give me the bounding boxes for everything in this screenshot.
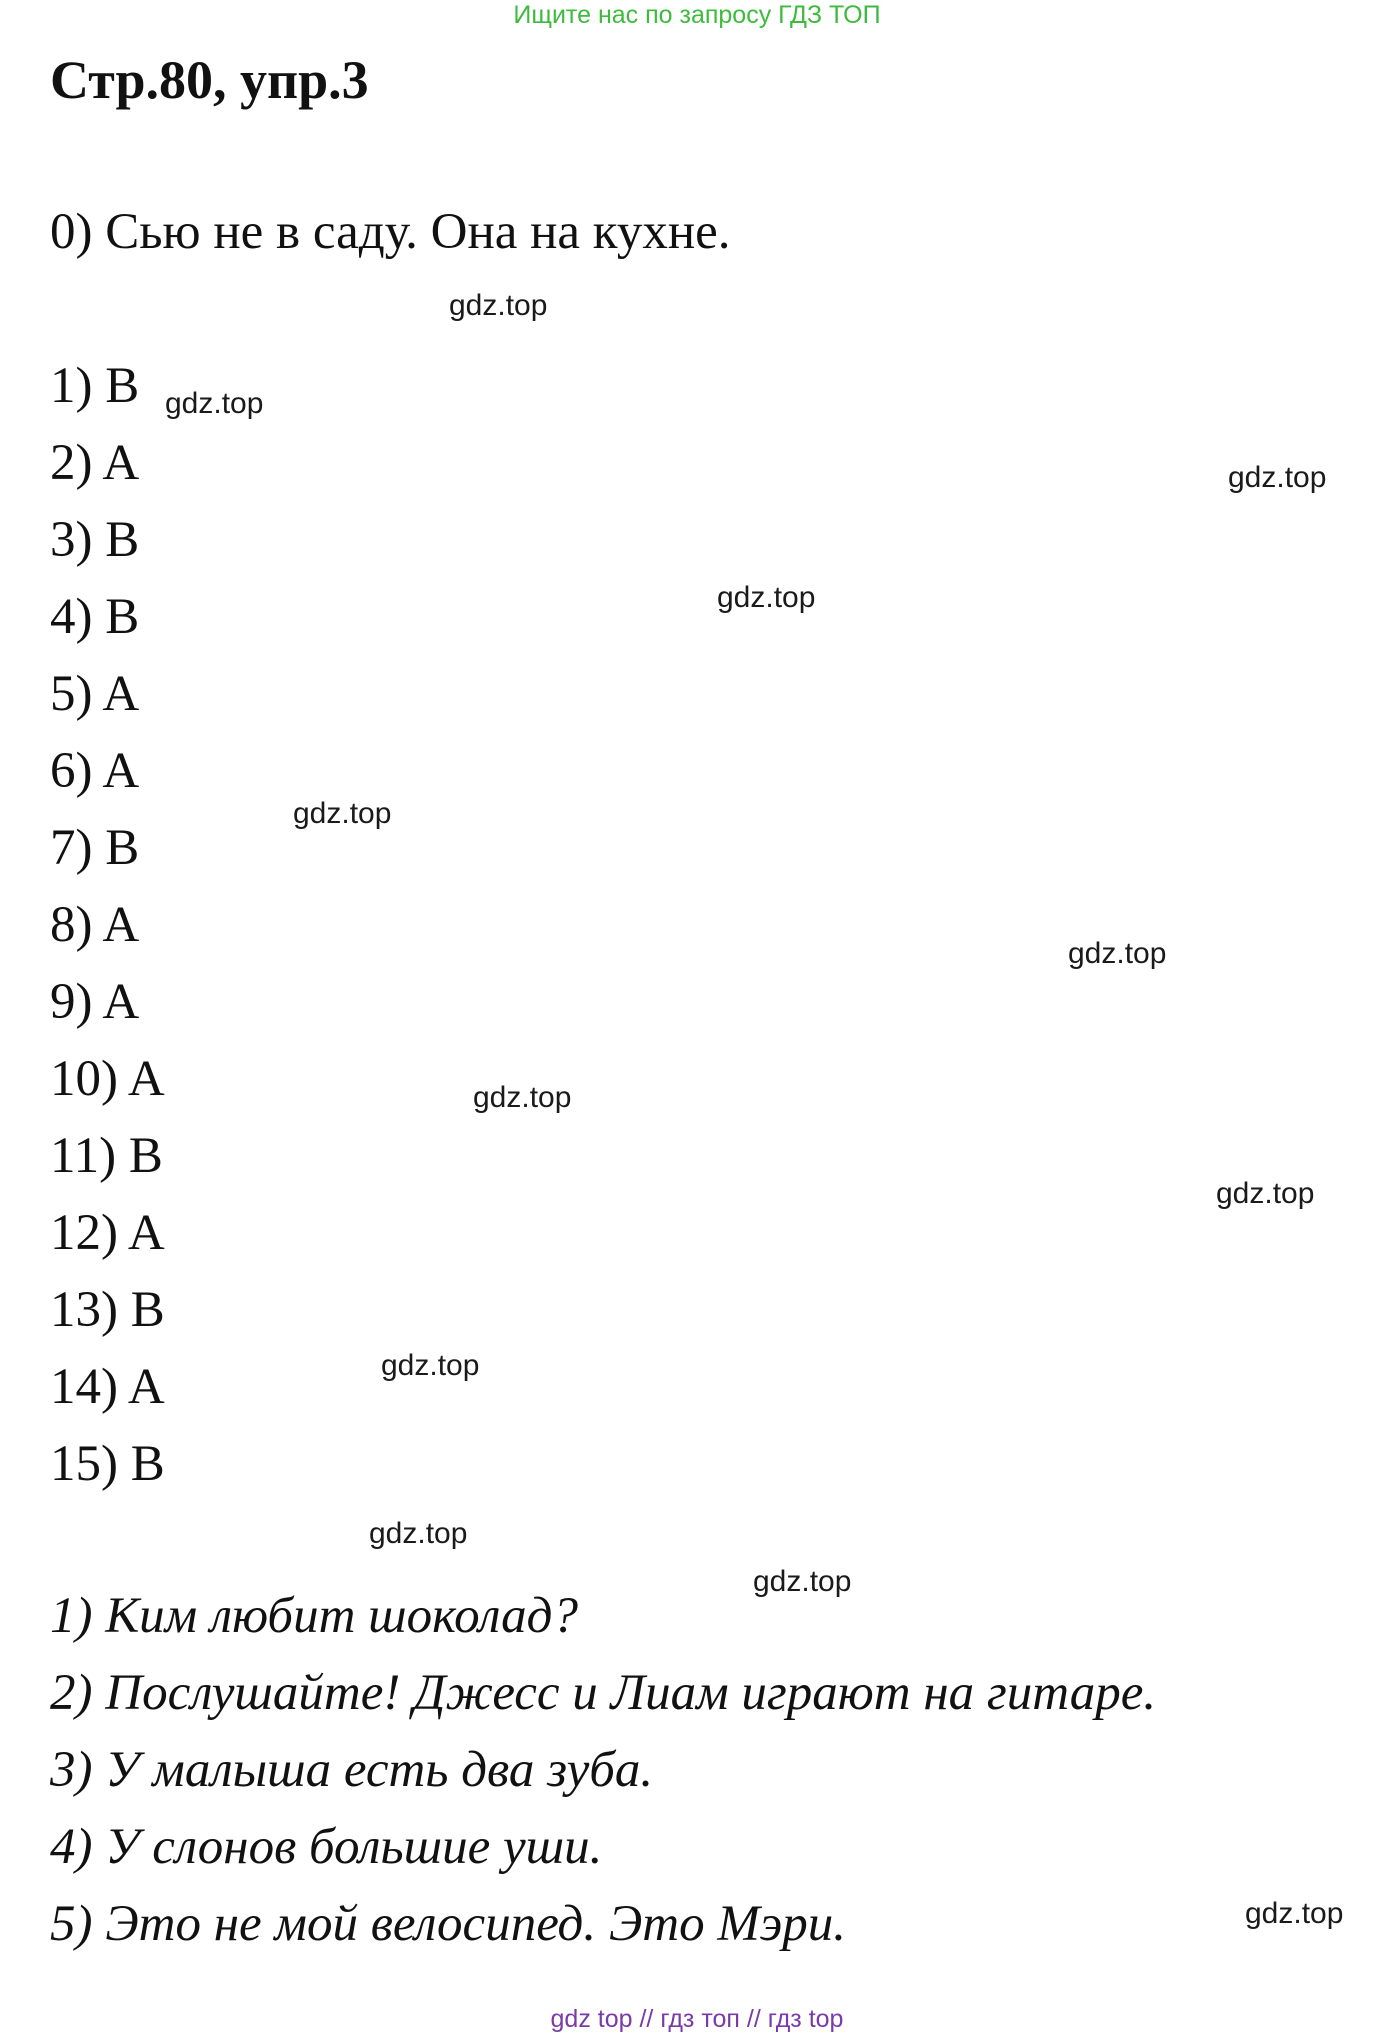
answer-item-12: 12) A [50, 1205, 165, 1261]
watermark: gdz.top [1068, 937, 1167, 970]
translation-item-5: 5) Это не мой велосипед. Это Мэри. [50, 1896, 847, 1952]
answer-item-6: 6) A [50, 743, 140, 799]
watermark: gdz.top [293, 797, 392, 830]
answer-item-3: 3) B [50, 512, 140, 568]
watermark: gdz.top [381, 1349, 480, 1382]
translation-item-1: 1) Ким любит шоколад? [50, 1588, 578, 1644]
top-banner: Ищите нас по запросу ГДЗ ТОП [513, 1, 881, 29]
answer-item-15: 15) B [50, 1436, 165, 1492]
example-answer: 0) Сью не в саду. Она на кухне. [50, 204, 731, 260]
page-title: Стр.80, упр.3 [50, 50, 369, 110]
translation-item-4: 4) У слонов большие уши. [50, 1819, 603, 1875]
translation-item-3: 3) У малыша есть два зуба. [50, 1742, 654, 1798]
answer-item-2: 2) A [50, 435, 140, 491]
answer-item-7: 7) B [50, 820, 140, 876]
answer-list [50, 354, 165, 1509]
watermark: gdz.top [369, 1517, 468, 1550]
watermark: gdz.top [753, 1565, 852, 1598]
answer-item-1: 1) B [50, 358, 140, 414]
watermark: gdz.top [165, 387, 264, 420]
translation-item-2: 2) Послушайте! Джесс и Лиам играют на гитаре. [50, 1665, 1157, 1721]
answer-item-11: 11) B [50, 1128, 163, 1184]
answer-item-14: 14) A [50, 1359, 165, 1415]
watermark: gdz.top [1216, 1177, 1315, 1210]
watermark: gdz.top [717, 581, 816, 614]
watermark: gdz.top [1228, 461, 1327, 494]
watermark: gdz.top [473, 1081, 572, 1114]
answer-item-9: 9) A [50, 974, 140, 1030]
answer-item-8: 8) A [50, 897, 140, 953]
footer-links: gdz top // гдз топ // гдз top [550, 2005, 844, 2033]
answer-item-10: 10) A [50, 1051, 165, 1107]
watermark: gdz.top [449, 289, 548, 322]
translation-list [50, 1584, 1156, 1969]
watermark: gdz.top [1245, 1897, 1344, 1930]
answer-item-5: 5) A [50, 666, 140, 722]
answer-item-4: 4) B [50, 589, 140, 645]
answer-item-13: 13) B [50, 1282, 165, 1338]
